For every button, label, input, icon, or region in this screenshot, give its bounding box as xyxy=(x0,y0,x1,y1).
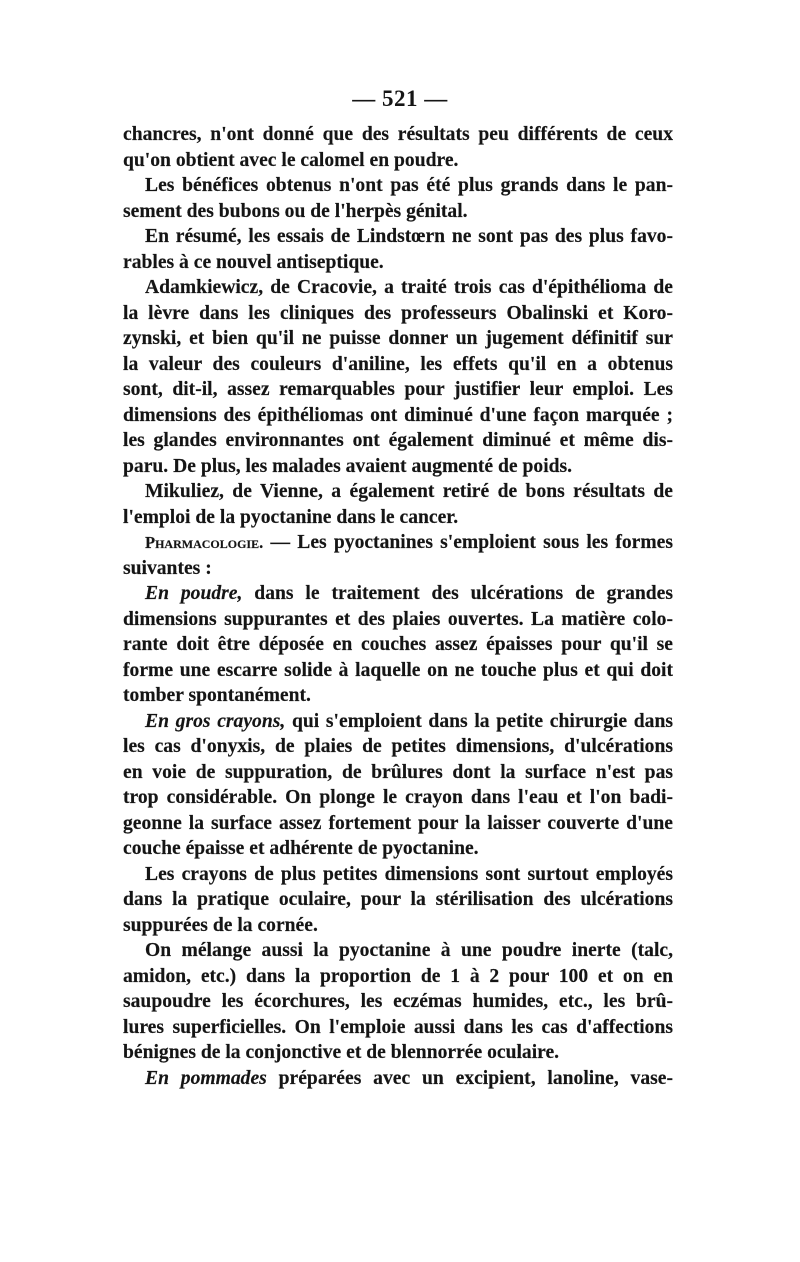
text-line xyxy=(123,607,673,633)
line-text: Les bénéfices obtenus n'ont pas été plus grands dans le pan- xyxy=(145,175,673,196)
text-line xyxy=(123,352,673,378)
line-text: rante doit être déposée en couches assez épaisses pour qu'il se xyxy=(123,634,673,655)
text-line xyxy=(123,964,673,990)
text-line xyxy=(123,250,673,276)
line-text: sont, dit-il, assez remarquables pour justifier leur emploi. Les xyxy=(123,379,673,400)
line-text: rables à ce nouvel antiseptique. xyxy=(123,251,384,273)
line-text: préparées avec un excipient, lanoline, vase- xyxy=(266,1067,673,1089)
text-line xyxy=(123,913,673,939)
line-text: forme une escarre solide à laquelle on ne touche plus et qui doit xyxy=(123,659,673,681)
text-line xyxy=(123,556,673,582)
text-line xyxy=(123,785,673,811)
line-text: en voie de suppuration, de brûlures dont la surface n'est pas xyxy=(123,761,673,783)
section-heading: Pharmacologie. xyxy=(145,533,264,552)
text-line xyxy=(123,1066,673,1092)
line-text: tomber spontanément. xyxy=(123,685,311,706)
text-line xyxy=(123,887,673,913)
line-text: zynski, et bien qu'il ne puisse donner un jugement définitif sur xyxy=(123,328,673,349)
line-text: — Les pyoctanines s'emploient sous les formes xyxy=(263,532,673,553)
text-line xyxy=(123,403,673,429)
line-text: dans le traitement des ulcérations de grandes xyxy=(242,583,673,604)
line-text: dimensions des épithéliomas ont diminué d'une façon marquée ; xyxy=(123,404,673,426)
text-line xyxy=(123,581,673,607)
text-line xyxy=(123,122,673,148)
text-line xyxy=(123,938,673,964)
line-text: dans la pratique oculaire, pour la stérilisation des ulcérations xyxy=(123,889,673,910)
line-text: la lèvre dans les cliniques des professeurs Obalinski et Koro- xyxy=(123,302,673,324)
text-line xyxy=(123,505,673,531)
line-text: suivantes : xyxy=(123,557,212,579)
text-line xyxy=(123,428,673,454)
line-text: saupoudre les écorchures, les eczémas humides, etc., les brû- xyxy=(123,991,673,1012)
text-line xyxy=(123,479,673,505)
line-text: sement des bubons ou de l'herpès génital. xyxy=(123,200,468,222)
line-text: Les crayons de plus petites dimensions sont surtout employés xyxy=(145,863,673,885)
text-line xyxy=(123,224,673,250)
line-text: paru. De plus, les malades avaient augmenté de poids. xyxy=(123,455,573,477)
line-text: chancres, n'ont donné que des résultats peu différents de ceux xyxy=(123,124,673,145)
line-text: les cas d'onyxis, de plaies de petites dimensions, d'ulcérations xyxy=(123,736,673,757)
line-text: lures superficielles. On l'emploie aussi dans les cas d'affections xyxy=(123,1016,673,1038)
line-text: la valeur des couleurs d'aniline, les effets qu'il en a obtenus xyxy=(123,353,673,375)
text-line xyxy=(123,632,673,658)
line-text: trop considérable. On plonge le crayon dans l'eau et l'on badi- xyxy=(123,787,673,808)
text-line xyxy=(123,326,673,352)
line-text: l'emploi de la pyoctanine dans le cancer. xyxy=(123,506,459,528)
line-text: les glandes environnantes ont également diminué et même dis- xyxy=(123,430,673,451)
text-line xyxy=(123,173,673,199)
line-text: bénignes de la conjonctive et de blennorrée oculaire. xyxy=(123,1042,560,1063)
line-text: amidon, etc.) dans la proportion de 1 à 2 pour 100 et on en xyxy=(123,965,673,987)
line-text: On mélange aussi la pyoctanine à une poudre inerte (talc, xyxy=(145,940,673,961)
text-line xyxy=(123,275,673,301)
text-line xyxy=(123,377,673,403)
line-text: couche épaisse et adhérente de pyoctanine. xyxy=(123,838,479,859)
text-line xyxy=(123,836,673,862)
text-line xyxy=(123,454,673,480)
line-text: qu'on obtient avec le calomel en poudre. xyxy=(123,149,459,171)
text-line xyxy=(123,1015,673,1041)
line-text: suppurées de la cornée. xyxy=(123,914,318,936)
line-text: geonne la surface assez fortement pour la laisser couverte d'une xyxy=(123,812,673,834)
line-text: Mikuliez, de Vienne, a également retiré de bons résultats de xyxy=(145,481,673,502)
text-line xyxy=(123,811,673,837)
text-line xyxy=(123,862,673,888)
text-line xyxy=(123,301,673,327)
page-number: — 521 — xyxy=(352,86,448,111)
text-line xyxy=(123,709,673,735)
text-line xyxy=(123,760,673,786)
text-line xyxy=(123,530,673,556)
italic-lead: En gros crayons, xyxy=(145,710,286,732)
text-line xyxy=(123,683,673,709)
text-line xyxy=(123,1040,673,1066)
line-text: Adamkiewicz, de Cracovie, a traité trois cas d'épithélioma de xyxy=(145,277,673,298)
line-text: En résumé, les essais de Lindstœrn ne sont pas des plus favo- xyxy=(145,226,673,247)
body-text xyxy=(123,122,673,1091)
text-line xyxy=(123,199,673,225)
text-line xyxy=(123,734,673,760)
line-text: dimensions suppurantes et des plaies ouvertes. La matière colo- xyxy=(123,608,673,630)
italic-lead: En pommades xyxy=(145,1067,267,1089)
text-line xyxy=(123,148,673,174)
line-text: qui s'emploient dans la petite chirurgie dans xyxy=(285,710,673,732)
text-line xyxy=(123,658,673,684)
italic-lead: En poudre, xyxy=(145,583,243,604)
text-line xyxy=(123,989,673,1015)
